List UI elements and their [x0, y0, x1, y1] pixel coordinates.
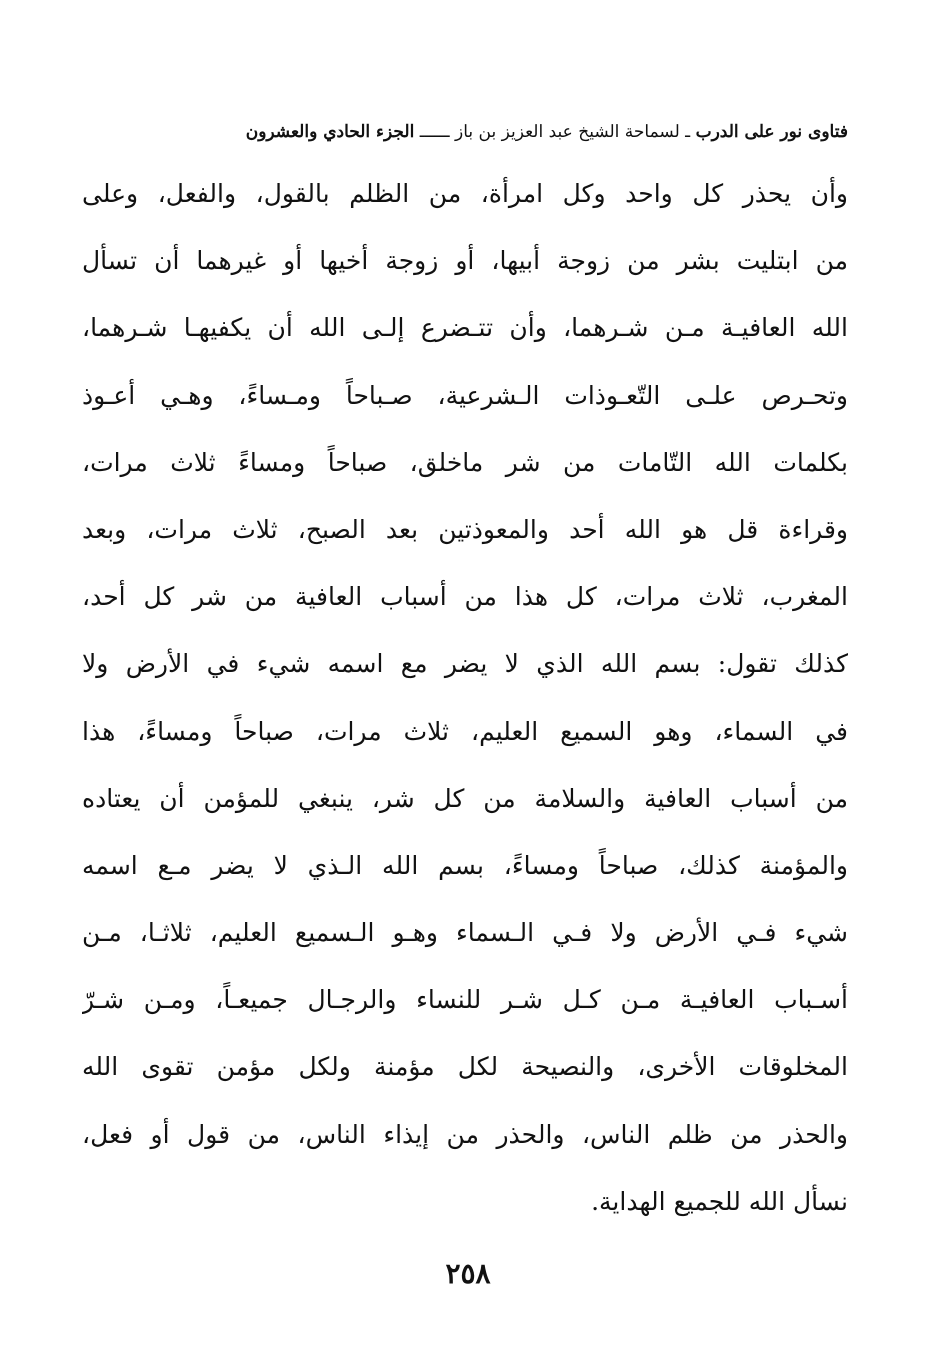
- text-line: والحذر من ظلم الناس، والحذر من إيذاء الناس، من قول أو فعل،: [82, 1119, 848, 1149]
- text-line: كذلك تقول: بسم الله الذي لا يضر مع اسمه شيء في الأرض ولا: [82, 649, 848, 679]
- text-line: وأن يحذر كل واحد وكل امرأة، من الظلم بالقول، والفعل، وعلى: [82, 179, 848, 208]
- text-line: من ابتليت بشر من زوجة أبيها، أو زوجة أخيها أو غيرهما أن تسأل: [82, 246, 848, 276]
- header-separator: ـ: [679, 122, 696, 142]
- text-line: وتحـرص علـى التّعـوذات الـشرعية، صـباحاً ومـساءً، وهـي أعـوذ: [82, 380, 848, 410]
- text-line: من أسباب العافية والسلامة من كل شر، ينبغي للمؤمن أن يعتاده: [82, 783, 848, 813]
- text-line: الله العافيـة مـن شـرهما، وأن تتـضرع إلـى الله أن يكفيهـا شـرهما،: [82, 313, 848, 343]
- page-number: ٢٥٨: [445, 1257, 491, 1290]
- text-line: شيء فـي الأرض ولا فـي الـسماء وهـو الـسميع العليم، ثلاثـا، مـن: [82, 918, 848, 948]
- fatwa-body-text: [82, 160, 848, 1235]
- text-line: المخلوقات الأخرى، والنصيحة لكل مؤمنة ولكل مؤمن تقوى الله: [82, 1052, 848, 1082]
- running-header: [82, 112, 848, 152]
- header-book-title: فتاوى نور على الدرب: [695, 122, 848, 142]
- text-line: وقراءة قل هو الله أحد والمعوذتين بعد الصبح، ثلاث مرات، وبعد: [82, 514, 848, 544]
- text-line: في السماء، وهو السميع العليم، ثلاث مرات، صباحاً ومساءً، هذا: [82, 716, 848, 746]
- text-line: والمؤمنة كذلك، صباحاً ومساءً، بسم الله الـذي لا يضر مـع اسمه: [82, 850, 848, 880]
- text-line: أسـباب العافيـة مـن كـل شـر للنساء والرجـال جميعـاً، ومـن شـرّ: [82, 985, 848, 1015]
- header-volume: الجزء الحادي والعشرون: [245, 122, 415, 142]
- text-line: المغرب، ثلاث مرات، كل هذا من أسباب العافية من شر كل أحد،: [82, 582, 848, 612]
- header-author: لسماحة الشيخ عبد العزيز بن باز: [455, 122, 680, 142]
- header-rule: ــــــ: [414, 122, 456, 142]
- text-line: بكلمات الله التّامات من شر ماخلق، صباحاً ومساءً ثلاث مرات،: [82, 447, 848, 477]
- text-line-last: نسأل الله للجميع الهداية.: [591, 1186, 848, 1216]
